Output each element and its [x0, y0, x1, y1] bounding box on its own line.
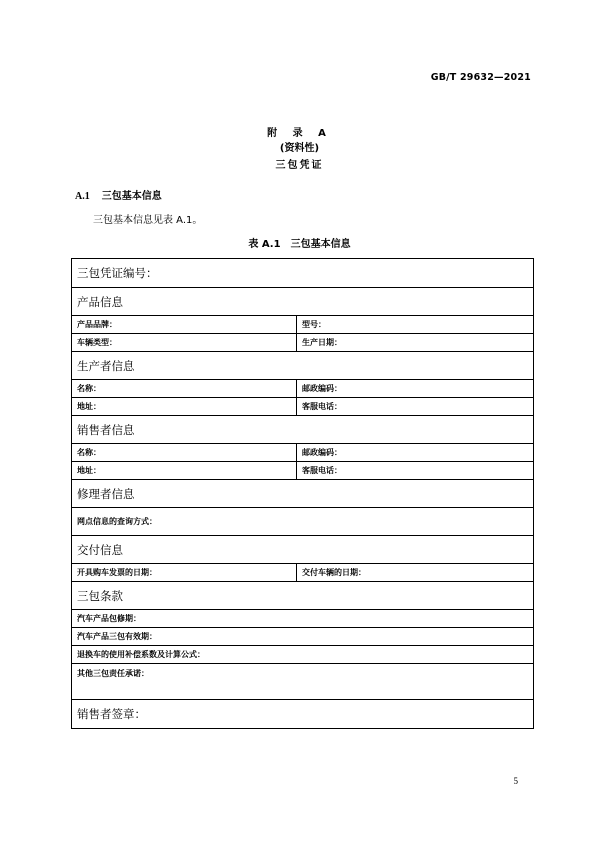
compensation-cell: 退换车的使用补偿系数及计算公式：: [72, 646, 534, 664]
table-caption: 表 A.1 三包基本信息: [248, 239, 351, 250]
manufacturer-postcode-cell: 邮政编码：: [297, 380, 534, 398]
delivery-date-cell: 交付车辆的日期：: [297, 564, 534, 582]
manufacturer-info-header: 生产者信息: [72, 352, 534, 380]
delivery-info-header: 交付信息: [72, 536, 534, 564]
other-commitments-cell: 其他三包责任承诺：: [72, 664, 534, 700]
warranty-period-cell: 汽车产品包修期：: [72, 610, 534, 628]
appendix-name: 三包凭证: [275, 160, 324, 171]
terms-header: 三包条款: [72, 582, 534, 610]
standard-code: GB/T 29632—2021: [430, 72, 531, 83]
manufacturer-phone-cell: 客服电话：: [297, 398, 534, 416]
seller-address-cell: 地址：: [72, 462, 297, 480]
production-date-cell: 生产日期：: [297, 334, 534, 352]
cert-number-cell: 三包凭证编号：: [72, 259, 534, 288]
seller-signature-cell: 销售者签章：: [72, 700, 534, 729]
section-title: 三包基本信息: [101, 191, 162, 202]
product-info-header: 产品信息: [72, 288, 534, 316]
seller-phone-cell: 客服电话：: [297, 462, 534, 480]
manufacturer-address-cell: 地址：: [72, 398, 297, 416]
seller-name-cell: 名称：: [72, 444, 297, 462]
manufacturer-name-cell: 名称：: [72, 380, 297, 398]
seller-postcode-cell: 邮政编码：: [297, 444, 534, 462]
repairer-info-header: 修理者信息: [72, 480, 534, 508]
page-number: 5: [513, 776, 518, 786]
vehicle-type-cell: 车辆类型：: [72, 334, 297, 352]
section-heading: [75, 187, 162, 202]
appendix-title: 附 录 A: [267, 128, 332, 139]
product-brand-cell: 产品品牌：: [72, 316, 297, 334]
model-cell: 型号：: [297, 316, 534, 334]
valid-period-cell: 汽车产品三包有效期：: [72, 628, 534, 646]
body-paragraph: 三包基本信息见表 A.1。: [93, 215, 203, 226]
seller-info-header: 销售者信息: [72, 416, 534, 444]
appendix-nature: (资料性): [279, 143, 320, 154]
invoice-date-cell: 开具购车发票的日期：: [72, 564, 297, 582]
repairer-query-cell: 网点信息的查询方式：: [72, 508, 534, 536]
warranty-info-table: [71, 258, 534, 729]
section-number: A.1: [75, 191, 90, 202]
